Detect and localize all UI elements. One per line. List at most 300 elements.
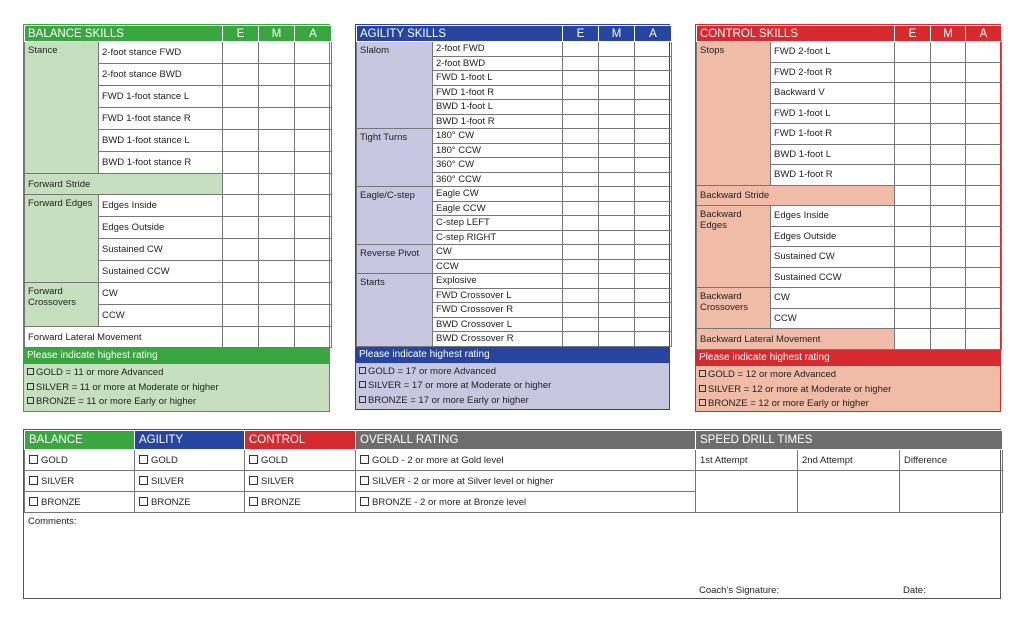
skill-label: CW bbox=[771, 288, 895, 309]
rating-cell-e[interactable] bbox=[895, 103, 931, 124]
rating-cell-m[interactable] bbox=[931, 124, 966, 145]
rating-cell-e[interactable] bbox=[895, 247, 931, 268]
checkbox-icon[interactable] bbox=[359, 381, 366, 388]
control-silver-check[interactable] bbox=[245, 471, 356, 492]
control-rating-title: Please indicate highest rating bbox=[696, 350, 1000, 366]
control-silver-text: SILVER = 12 or more at Moderate or higher bbox=[708, 383, 892, 395]
rating-cell-e[interactable] bbox=[563, 216, 599, 231]
rating-cell-m[interactable] bbox=[599, 158, 635, 173]
rating-cell-e[interactable] bbox=[223, 42, 259, 64]
skill-label: FWD 1-foot R bbox=[433, 85, 563, 100]
skill-label: Backward V bbox=[771, 83, 895, 104]
skill-label: FWD 1-foot R bbox=[771, 124, 895, 145]
skill-label: 2-foot stance BWD bbox=[99, 64, 223, 86]
check-label: GOLD - 2 or more at Gold level bbox=[372, 454, 504, 466]
difference-label: Difference bbox=[900, 450, 1003, 471]
rating-cell-m[interactable] bbox=[599, 201, 635, 216]
rating-cell-e[interactable] bbox=[895, 144, 931, 165]
rating-cell-m[interactable] bbox=[599, 71, 635, 86]
summary-overall-header: OVERALL RATING bbox=[356, 431, 696, 450]
rating-cell-a[interactable] bbox=[295, 305, 332, 327]
checkbox-icon[interactable] bbox=[249, 497, 258, 506]
rating-cell-a[interactable] bbox=[966, 226, 1002, 247]
skill-label: C-step LEFT bbox=[433, 216, 563, 231]
balance-skills-table bbox=[24, 25, 332, 348]
agility-silver-option[interactable] bbox=[359, 379, 666, 394]
checkbox-icon[interactable] bbox=[27, 397, 34, 404]
rating-cell-e[interactable] bbox=[563, 143, 599, 158]
balance-rating-title: Please indicate highest rating bbox=[24, 348, 329, 364]
rating-cell-e[interactable] bbox=[223, 130, 259, 152]
check-label: BRONZE bbox=[41, 496, 81, 508]
col-a: A bbox=[966, 26, 1002, 42]
rating-cell-e[interactable] bbox=[563, 71, 599, 86]
rating-cell-e[interactable] bbox=[563, 85, 599, 100]
overall-bronze-check[interactable] bbox=[356, 492, 696, 513]
balance-rating-legend bbox=[24, 364, 329, 411]
skill-label: Edges Inside bbox=[99, 195, 223, 217]
check-label: SILVER bbox=[151, 475, 185, 487]
rating-cell-e[interactable] bbox=[563, 129, 599, 144]
category-backward-stride: Backward Stride bbox=[697, 185, 895, 206]
rating-cell-m[interactable] bbox=[931, 247, 966, 268]
rating-cell-e[interactable] bbox=[895, 308, 931, 329]
rating-cell-e[interactable] bbox=[223, 195, 259, 217]
overall-gold-check[interactable] bbox=[356, 450, 696, 471]
rating-cell-a[interactable] bbox=[635, 288, 672, 303]
control-gold-check[interactable] bbox=[245, 450, 356, 471]
skill-label: 180° CW bbox=[433, 129, 563, 144]
col-a: A bbox=[295, 26, 332, 42]
checkbox-icon[interactable] bbox=[699, 399, 706, 406]
agility-bronze-check[interactable] bbox=[135, 492, 245, 513]
rating-cell-e[interactable] bbox=[895, 185, 931, 206]
skill-label: BWD Crossover L bbox=[433, 317, 563, 332]
checkbox-icon[interactable] bbox=[249, 476, 258, 485]
rating-cell-m[interactable] bbox=[931, 144, 966, 165]
rating-cell-e[interactable] bbox=[895, 165, 931, 186]
category-forward-edges: Forward Edges bbox=[25, 195, 99, 283]
rating-cell-e[interactable] bbox=[563, 288, 599, 303]
checkbox-icon[interactable] bbox=[360, 455, 369, 464]
summary-table bbox=[24, 430, 1003, 513]
agility-skills-table bbox=[356, 25, 672, 347]
control-title: CONTROL SKILLS bbox=[697, 26, 895, 42]
skill-label: BWD 1-foot R bbox=[433, 114, 563, 129]
skill-label: Eagle CCW bbox=[433, 201, 563, 216]
checkbox-icon[interactable] bbox=[360, 497, 369, 506]
rating-cell-m[interactable] bbox=[599, 274, 635, 289]
rating-cell-e[interactable] bbox=[895, 288, 931, 309]
category-forward-crossovers: Forward Crossovers bbox=[25, 283, 99, 327]
skill-label: CCW bbox=[433, 259, 563, 274]
rating-cell-a[interactable] bbox=[635, 317, 672, 332]
rating-cell-e[interactable] bbox=[563, 230, 599, 245]
skill-label: 2-foot BWD bbox=[433, 56, 563, 71]
checkbox-icon[interactable] bbox=[27, 383, 34, 390]
skill-label: FWD Crossover R bbox=[433, 303, 563, 318]
rating-cell-a[interactable] bbox=[966, 288, 1002, 309]
rating-cell-a[interactable] bbox=[295, 327, 332, 348]
agility-title: AGILITY SKILLS bbox=[357, 26, 563, 42]
rating-cell-a[interactable] bbox=[966, 329, 1002, 350]
rating-cell-a[interactable] bbox=[295, 174, 332, 195]
check-label: GOLD bbox=[151, 454, 178, 466]
rating-cell-m[interactable] bbox=[931, 83, 966, 104]
col-e: E bbox=[563, 26, 599, 42]
rating-cell-a[interactable] bbox=[295, 239, 332, 261]
col-m: M bbox=[931, 26, 966, 42]
control-bronze-check[interactable] bbox=[245, 492, 356, 513]
agility-bronze-option[interactable] bbox=[359, 394, 666, 409]
skill-label: FWD 2-foot L bbox=[771, 42, 895, 63]
rating-cell-a[interactable] bbox=[295, 283, 332, 305]
skill-label: CCW bbox=[99, 305, 223, 327]
rating-cell-a[interactable] bbox=[635, 259, 672, 274]
rating-cell-m[interactable] bbox=[931, 165, 966, 186]
category-tight-turns: Tight Turns bbox=[357, 129, 433, 187]
rating-cell-a[interactable] bbox=[635, 143, 672, 158]
rating-cell-m[interactable] bbox=[599, 129, 635, 144]
rating-cell-m[interactable] bbox=[259, 327, 295, 348]
summary-balance-header: BALANCE bbox=[25, 431, 135, 450]
control-skills-panel bbox=[695, 24, 1001, 412]
rating-cell-e[interactable] bbox=[223, 86, 259, 108]
rating-cell-m[interactable] bbox=[599, 172, 635, 187]
rating-cell-a[interactable] bbox=[295, 261, 332, 283]
rating-cell-a[interactable] bbox=[295, 64, 332, 86]
rating-cell-a[interactable] bbox=[635, 303, 672, 318]
rating-cell-a[interactable] bbox=[295, 217, 332, 239]
rating-cell-a[interactable] bbox=[295, 152, 332, 174]
rating-cell-m[interactable] bbox=[599, 230, 635, 245]
attempt2-label: 2nd Attempt bbox=[798, 450, 900, 471]
agility-rating-legend bbox=[356, 363, 669, 409]
attempt1-field[interactable] bbox=[696, 471, 798, 513]
rating-cell-a[interactable] bbox=[635, 216, 672, 231]
rating-cell-m[interactable] bbox=[931, 329, 966, 350]
rating-cell-e[interactable] bbox=[223, 174, 259, 195]
balance-silver-option[interactable] bbox=[27, 381, 326, 396]
rating-cell-m[interactable] bbox=[599, 288, 635, 303]
rating-cell-a[interactable] bbox=[295, 108, 332, 130]
agility-gold-text: GOLD = 17 or more Advanced bbox=[368, 365, 497, 377]
rating-cell-e[interactable] bbox=[223, 217, 259, 239]
checkbox-icon[interactable] bbox=[139, 476, 148, 485]
skill-label: 360° CCW bbox=[433, 172, 563, 187]
rating-cell-a[interactable] bbox=[635, 85, 672, 100]
rating-cell-a[interactable] bbox=[635, 245, 672, 260]
col-m: M bbox=[599, 26, 635, 42]
rating-cell-a[interactable] bbox=[635, 332, 672, 347]
rating-cell-m[interactable] bbox=[599, 245, 635, 260]
overall-silver-check[interactable] bbox=[356, 471, 696, 492]
rating-cell-m[interactable] bbox=[599, 100, 635, 115]
rating-cell-e[interactable] bbox=[223, 261, 259, 283]
rating-cell-m[interactable] bbox=[259, 86, 295, 108]
skill-label: 180° CCW bbox=[433, 143, 563, 158]
checkbox-icon[interactable] bbox=[29, 497, 38, 506]
rating-cell-a[interactable] bbox=[966, 83, 1002, 104]
rating-cell-a[interactable] bbox=[295, 42, 332, 64]
checkbox-icon[interactable] bbox=[27, 368, 34, 375]
rating-cell-a[interactable] bbox=[966, 185, 1002, 206]
rating-cell-a[interactable] bbox=[966, 42, 1002, 63]
balance-skills-panel bbox=[23, 24, 330, 412]
difference-field[interactable] bbox=[900, 471, 1003, 513]
rating-cell-e[interactable] bbox=[223, 239, 259, 261]
checkbox-icon[interactable] bbox=[699, 385, 706, 392]
skill-label: C-step RIGHT bbox=[433, 230, 563, 245]
skill-label: BWD 1-foot R bbox=[771, 165, 895, 186]
rating-cell-e[interactable] bbox=[895, 62, 931, 83]
rating-cell-m[interactable] bbox=[931, 308, 966, 329]
rating-cell-a[interactable] bbox=[966, 247, 1002, 268]
rating-cell-a[interactable] bbox=[635, 187, 672, 202]
rating-cell-a[interactable] bbox=[635, 42, 672, 57]
rating-cell-e[interactable] bbox=[895, 206, 931, 227]
col-m: M bbox=[259, 26, 295, 42]
summary-speed-header: SPEED DRILL TIMES bbox=[696, 431, 1003, 450]
rating-cell-a[interactable] bbox=[966, 144, 1002, 165]
skill-label: FWD 2-foot R bbox=[771, 62, 895, 83]
rating-cell-m[interactable] bbox=[931, 267, 966, 288]
category-backward-lateral: Backward Lateral Movement bbox=[697, 329, 895, 350]
skill-label: BWD 1-foot L bbox=[433, 100, 563, 115]
skill-label: 2-foot stance FWD bbox=[99, 42, 223, 64]
rating-cell-m[interactable] bbox=[259, 42, 295, 64]
rating-cell-m[interactable] bbox=[599, 187, 635, 202]
balance-title: BALANCE SKILLS bbox=[25, 26, 223, 42]
comments-area[interactable] bbox=[24, 513, 1000, 598]
summary-control-header: CONTROL bbox=[245, 431, 356, 450]
rating-cell-e[interactable] bbox=[895, 226, 931, 247]
rating-cell-a[interactable] bbox=[966, 165, 1002, 186]
rating-cell-e[interactable] bbox=[895, 42, 931, 63]
skill-label: Sustained CCW bbox=[771, 267, 895, 288]
rating-cell-e[interactable] bbox=[563, 158, 599, 173]
rating-cell-a[interactable] bbox=[635, 201, 672, 216]
attempt1-label: 1st Attempt bbox=[696, 450, 798, 471]
skill-label: Explosive bbox=[433, 274, 563, 289]
rating-cell-e[interactable] bbox=[563, 114, 599, 129]
rating-cell-e[interactable] bbox=[563, 42, 599, 57]
category-forward-stride: Forward Stride bbox=[25, 174, 223, 195]
attempt2-field[interactable] bbox=[798, 471, 900, 513]
agility-gold-check[interactable] bbox=[135, 450, 245, 471]
checkbox-icon[interactable] bbox=[139, 455, 148, 464]
rating-cell-m[interactable] bbox=[259, 283, 295, 305]
rating-cell-a[interactable] bbox=[635, 56, 672, 71]
rating-cell-a[interactable] bbox=[635, 71, 672, 86]
rating-cell-e[interactable] bbox=[895, 267, 931, 288]
rating-cell-m[interactable] bbox=[931, 288, 966, 309]
rating-cell-a[interactable] bbox=[635, 172, 672, 187]
category-stance: Stance bbox=[25, 42, 99, 174]
control-skills-table bbox=[696, 25, 1002, 350]
checkbox-icon[interactable] bbox=[699, 370, 706, 377]
rating-cell-m[interactable] bbox=[599, 259, 635, 274]
rating-cell-e[interactable] bbox=[563, 274, 599, 289]
checkbox-icon[interactable] bbox=[360, 476, 369, 485]
rating-cell-e[interactable] bbox=[563, 201, 599, 216]
rating-cell-a[interactable] bbox=[966, 124, 1002, 145]
rating-cell-a[interactable] bbox=[295, 195, 332, 217]
skill-label: Sustained CCW bbox=[99, 261, 223, 283]
balance-bronze-check[interactable] bbox=[25, 492, 135, 513]
check-label: BRONZE bbox=[261, 496, 301, 508]
rating-cell-e[interactable] bbox=[895, 329, 931, 350]
balance-bronze-text: BRONZE = 11 or more Early or higher bbox=[36, 396, 197, 407]
balance-bronze-option[interactable] bbox=[27, 395, 326, 410]
skill-label: BWD 1-foot stance L bbox=[99, 130, 223, 152]
rating-cell-a[interactable] bbox=[966, 267, 1002, 288]
rating-cell-m[interactable] bbox=[931, 206, 966, 227]
rating-cell-m[interactable] bbox=[259, 64, 295, 86]
skill-label: Sustained CW bbox=[771, 247, 895, 268]
check-label: SILVER - 2 or more at Silver level or higher bbox=[372, 475, 554, 487]
rating-cell-e[interactable] bbox=[895, 124, 931, 145]
rating-cell-e[interactable] bbox=[563, 245, 599, 260]
balance-silver-text: SILVER = 11 or more at Moderate or higher bbox=[36, 381, 219, 393]
col-a: A bbox=[635, 26, 672, 42]
category-starts: Starts bbox=[357, 274, 433, 347]
checkbox-icon[interactable] bbox=[359, 367, 366, 374]
skill-label: BWD 1-foot L bbox=[771, 144, 895, 165]
category-eagle-c-step: Eagle/C-step bbox=[357, 187, 433, 245]
control-gold-option[interactable] bbox=[699, 368, 997, 383]
agility-silver-check[interactable] bbox=[135, 471, 245, 492]
skill-label: BWD Crossover R bbox=[433, 332, 563, 347]
skill-label: FWD 1-foot L bbox=[771, 103, 895, 124]
rating-cell-e[interactable] bbox=[563, 317, 599, 332]
checkbox-icon[interactable] bbox=[359, 396, 366, 403]
balance-gold-text: GOLD = 11 or more Advanced bbox=[36, 367, 164, 378]
control-gold-text: GOLD = 12 or more Advanced bbox=[708, 369, 837, 380]
rating-cell-m[interactable] bbox=[931, 185, 966, 206]
rating-cell-e[interactable] bbox=[223, 283, 259, 305]
rating-cell-e[interactable] bbox=[895, 83, 931, 104]
rating-cell-e[interactable] bbox=[223, 305, 259, 327]
comments-label: Comments: bbox=[28, 516, 77, 527]
rating-cell-e[interactable] bbox=[223, 64, 259, 86]
rating-cell-e[interactable] bbox=[223, 152, 259, 174]
rating-cell-m[interactable] bbox=[259, 174, 295, 195]
rating-cell-a[interactable] bbox=[635, 129, 672, 144]
rating-cell-m[interactable] bbox=[599, 42, 635, 57]
control-rating-legend bbox=[696, 366, 1000, 411]
rating-cell-m[interactable] bbox=[599, 303, 635, 318]
rating-cell-e[interactable] bbox=[223, 327, 259, 348]
rating-cell-m[interactable] bbox=[259, 305, 295, 327]
category-forward-lateral: Forward Lateral Movement bbox=[25, 327, 223, 348]
agility-bronze-text: BRONZE = 17 or more Early or higher bbox=[368, 394, 529, 406]
rating-cell-e[interactable] bbox=[563, 303, 599, 318]
rating-cell-m[interactable] bbox=[599, 56, 635, 71]
rating-cell-a[interactable] bbox=[295, 86, 332, 108]
rating-cell-m[interactable] bbox=[259, 239, 295, 261]
rating-cell-m[interactable] bbox=[931, 62, 966, 83]
rating-cell-a[interactable] bbox=[966, 206, 1002, 227]
check-label: BRONZE bbox=[151, 496, 191, 508]
rating-cell-m[interactable] bbox=[931, 42, 966, 63]
category-reverse-pivot: Reverse Pivot bbox=[357, 245, 433, 274]
rating-cell-m[interactable] bbox=[259, 130, 295, 152]
checkbox-icon[interactable] bbox=[139, 497, 148, 506]
rating-cell-e[interactable] bbox=[563, 259, 599, 274]
rating-cell-a[interactable] bbox=[966, 308, 1002, 329]
rating-cell-a[interactable] bbox=[966, 103, 1002, 124]
rating-cell-m[interactable] bbox=[259, 261, 295, 283]
skill-label: Edges Outside bbox=[771, 226, 895, 247]
skill-label: FWD 1-foot stance L bbox=[99, 86, 223, 108]
coach-signature-label: Coach’s Signature: bbox=[699, 585, 780, 596]
rating-cell-m[interactable] bbox=[259, 195, 295, 217]
rating-cell-m[interactable] bbox=[599, 317, 635, 332]
skill-label: Edges Outside bbox=[99, 217, 223, 239]
rating-cell-e[interactable] bbox=[563, 172, 599, 187]
skill-label: Sustained CW bbox=[99, 239, 223, 261]
rating-cell-m[interactable] bbox=[931, 226, 966, 247]
rating-cell-m[interactable] bbox=[931, 103, 966, 124]
col-e: E bbox=[223, 26, 259, 42]
rating-cell-m[interactable] bbox=[599, 332, 635, 347]
balance-silver-check[interactable] bbox=[25, 471, 135, 492]
category-slalom: Slalom bbox=[357, 42, 433, 129]
checkbox-icon[interactable] bbox=[29, 455, 38, 464]
rating-cell-m[interactable] bbox=[599, 114, 635, 129]
rating-cell-m[interactable] bbox=[599, 216, 635, 231]
rating-cell-e[interactable] bbox=[563, 332, 599, 347]
rating-cell-m[interactable] bbox=[259, 108, 295, 130]
agility-gold-option[interactable] bbox=[359, 365, 666, 380]
rating-cell-a[interactable] bbox=[635, 274, 672, 289]
rating-cell-e[interactable] bbox=[563, 56, 599, 71]
control-silver-option[interactable] bbox=[699, 383, 997, 398]
rating-cell-a[interactable] bbox=[635, 158, 672, 173]
rating-cell-e[interactable] bbox=[563, 100, 599, 115]
category-stops: Stops bbox=[697, 42, 771, 186]
check-label: BRONZE - 2 or more at Bronze level bbox=[372, 496, 527, 508]
rating-cell-m[interactable] bbox=[259, 217, 295, 239]
control-bronze-text: BRONZE = 12 or more Early or higher bbox=[708, 398, 869, 409]
checkbox-icon[interactable] bbox=[29, 476, 38, 485]
rating-cell-a[interactable] bbox=[635, 100, 672, 115]
rating-cell-e[interactable] bbox=[223, 108, 259, 130]
rating-cell-m[interactable] bbox=[259, 152, 295, 174]
rating-cell-a[interactable] bbox=[635, 114, 672, 129]
rating-cell-m[interactable] bbox=[599, 85, 635, 100]
date-label: Date: bbox=[903, 585, 926, 596]
rating-cell-a[interactable] bbox=[295, 130, 332, 152]
rating-cell-a[interactable] bbox=[635, 230, 672, 245]
rating-cell-m[interactable] bbox=[599, 143, 635, 158]
control-bronze-option[interactable] bbox=[699, 397, 997, 412]
skill-label: FWD 1-foot stance R bbox=[99, 108, 223, 130]
balance-gold-option[interactable] bbox=[27, 366, 326, 381]
checkbox-icon[interactable] bbox=[249, 455, 258, 464]
rating-cell-e[interactable] bbox=[563, 187, 599, 202]
rating-cell-a[interactable] bbox=[966, 62, 1002, 83]
agility-silver-text: SILVER = 17 or more at Moderate or higher bbox=[368, 380, 552, 391]
summary-agility-header: AGILITY bbox=[135, 431, 245, 450]
balance-gold-check[interactable] bbox=[25, 450, 135, 471]
check-label: SILVER bbox=[41, 475, 75, 487]
check-label: GOLD bbox=[261, 454, 288, 466]
skill-label: CW bbox=[433, 245, 563, 260]
category-backward-crossovers: Backward Crossovers bbox=[697, 288, 771, 329]
skill-label: Eagle CW bbox=[433, 187, 563, 202]
